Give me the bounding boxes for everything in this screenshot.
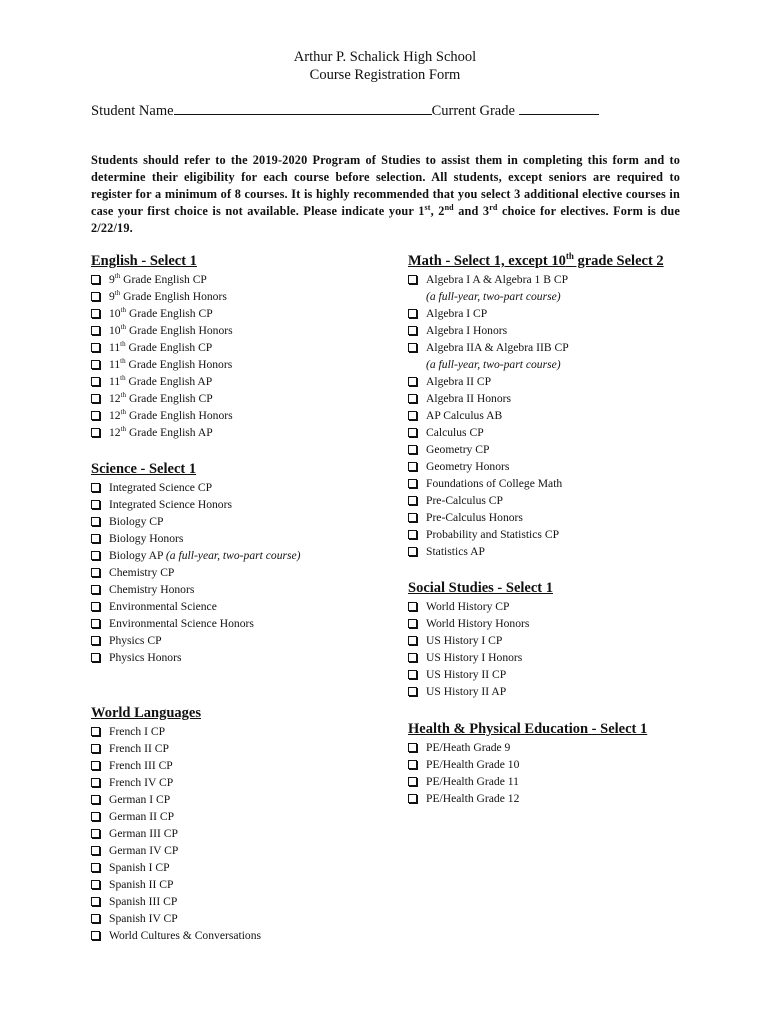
world-languages-section [91,703,261,944]
course-label: Statistics AP [426,545,485,558]
course-option[interactable] [91,424,233,441]
checkbox-icon[interactable] [91,483,100,492]
course-label: US History II AP [426,685,507,698]
math-section [408,251,664,560]
current-grade-label: Current Grade [431,103,515,119]
checkbox-icon[interactable] [408,394,417,403]
student-info-row [91,101,599,120]
section-title-math: Math - Select 1, except 10th grade Select 2 [408,251,664,269]
course-label: World Cultures & Conversations [109,929,262,942]
course-label: US History I CP [426,634,503,647]
checkbox-icon[interactable] [91,326,100,335]
course-option[interactable] [91,479,301,496]
checkbox-icon[interactable] [91,309,100,318]
course-label: Environmental Science [109,600,217,613]
english-section [91,251,233,441]
checkbox-icon[interactable] [91,517,100,526]
course-label: World History Honors [426,617,530,630]
course-option[interactable] [91,390,233,407]
checkbox-icon[interactable] [91,653,100,662]
course-label: French III CP [109,759,173,772]
checkbox-icon[interactable] [91,846,100,855]
checkbox-icon[interactable] [408,496,417,505]
course-note: (a full-year, two-part course) [426,290,561,303]
course-label: Geometry CP [426,443,490,456]
course-label: French II CP [109,742,169,755]
checkbox-icon[interactable] [408,777,417,786]
checkbox-icon[interactable] [91,829,100,838]
checkbox-icon[interactable] [91,500,100,509]
checkbox-icon[interactable] [408,530,417,539]
course-option[interactable] [408,649,553,666]
science-section [91,459,301,666]
checkbox-icon[interactable] [91,778,100,787]
course-option[interactable] [408,756,647,773]
course-option[interactable] [91,530,301,547]
course-label: 12th Grade English AP [109,425,213,439]
course-option[interactable] [91,740,261,757]
course-option[interactable] [408,390,664,407]
checkbox-icon[interactable] [408,653,417,662]
course-option[interactable] [91,407,233,424]
course-option[interactable] [408,790,647,807]
course-label: Foundations of College Math [426,477,563,490]
course-option[interactable] [91,893,261,910]
checkbox-icon[interactable] [408,377,417,386]
checkbox-icon[interactable] [91,636,100,645]
course-option[interactable] [91,496,301,513]
checkbox-icon[interactable] [91,727,100,736]
course-label: Biology Honors [109,532,184,545]
section-title-social-studies: Social Studies - Select 1 [408,580,553,596]
course-option[interactable] [408,666,553,683]
checkbox-icon[interactable] [408,428,417,437]
course-label: Pre-Calculus Honors [426,511,523,524]
course-label: Environmental Science Honors [109,617,254,630]
course-label: Algebra II Honors [426,392,511,405]
checkbox-icon[interactable] [91,931,100,940]
checkbox-icon[interactable] [91,744,100,753]
course-option[interactable] [408,598,553,615]
course-label: 9th Grade English CP [109,272,207,286]
form-title: Course Registration Form [309,67,461,83]
course-label: Algebra I CP [426,307,488,320]
student-name-label: Student Name [91,103,174,119]
course-option[interactable] [91,598,301,615]
health-pe-course-list [408,739,647,807]
course-label: World History CP [426,600,510,613]
course-label: Chemistry CP [109,566,175,579]
course-label: Algebra I Honors [426,324,508,337]
course-label: Spanish III CP [109,895,178,908]
checkbox-icon[interactable] [408,687,417,696]
course-label: Calculus CP [426,426,484,439]
checkbox-icon[interactable] [408,309,417,318]
course-option[interactable] [91,791,261,808]
course-option[interactable] [91,288,233,305]
course-option[interactable] [408,441,664,458]
section-title-world-languages: World Languages [91,705,201,721]
course-label: French I CP [109,725,166,738]
course-option[interactable] [91,564,301,581]
school-name: Arthur P. Schalick High School [293,49,477,65]
english-course-list [91,271,233,441]
course-option[interactable] [408,458,664,475]
checkbox-icon[interactable] [408,794,417,803]
checkbox-icon[interactable] [91,619,100,628]
checkbox-icon[interactable] [91,411,100,420]
checkbox-icon[interactable] [91,377,100,386]
course-label: 10th Grade English Honors [109,323,233,337]
checkbox-icon[interactable] [408,760,417,769]
course-label: Integrated Science Honors [109,498,232,511]
course-option[interactable] [408,407,664,424]
checkbox-icon[interactable] [408,513,417,522]
course-option[interactable] [91,910,261,927]
checkbox-icon[interactable] [408,636,417,645]
course-label: French IV CP [109,776,174,789]
instructions-paragraph: Students should refer to the 2019-2020 Program of Studies to assist them in completing this form and to determine their eligibility for each course before selection. All students, except seniors are required to register for a minimum of 8 courses. It is highly recommended that you select 3 additional elective courses in case your first choice is not available. Please indicate your 1st, 2nd and 3rd choice for electives. Form is due 2/22/19. [91,153,680,235]
course-option[interactable] [408,509,664,526]
course-option[interactable] [91,825,261,842]
course-label: Integrated Science CP [109,481,213,494]
course-option[interactable] [91,356,233,373]
checkbox-icon[interactable] [91,863,100,872]
form-header [0,48,770,84]
course-option[interactable] [91,774,261,791]
course-label: German I CP [109,793,171,806]
course-label: PE/Health Grade 11 [426,775,519,788]
course-option[interactable] [91,723,261,740]
checkbox-icon[interactable] [91,292,100,301]
course-option[interactable] [91,513,301,530]
checkbox-icon[interactable] [91,343,100,352]
health-pe-section [408,719,647,807]
course-option[interactable] [91,757,261,774]
course-note: (a full-year, two-part course) [426,358,561,371]
checkbox-icon[interactable] [91,551,100,560]
checkbox-icon[interactable] [91,795,100,804]
checkbox-icon[interactable] [408,462,417,471]
course-label: Algebra I A & Algebra 1 B CP [426,273,569,286]
checkbox-icon[interactable] [91,602,100,611]
course-label: 10th Grade English CP [109,306,213,320]
course-option[interactable] [408,305,664,322]
checkbox-icon[interactable] [408,275,417,284]
course-option[interactable] [408,615,553,632]
course-option[interactable] [408,339,664,356]
course-option[interactable] [91,649,301,666]
course-option[interactable] [408,322,664,339]
course-option[interactable] [91,271,233,288]
course-option[interactable] [408,773,647,790]
course-label: Biology AP (a full-year, two-part course) [109,549,301,562]
course-label: German III CP [109,827,178,840]
course-label: Probability and Statistics CP [426,528,560,541]
course-label: Spanish I CP [109,861,170,874]
course-label: 12th Grade English Honors [109,408,233,422]
checkbox-icon[interactable] [91,761,100,770]
section-title-science: Science - Select 1 [91,461,197,477]
checkbox-icon[interactable] [91,568,100,577]
course-label: Physics CP [109,634,162,647]
course-option[interactable] [408,424,664,441]
checkbox-icon[interactable] [91,880,100,889]
checkbox-icon[interactable] [91,585,100,594]
current-grade-field[interactable] [519,101,599,115]
course-option[interactable] [91,808,261,825]
course-option[interactable] [408,492,664,509]
checkbox-icon[interactable] [91,914,100,923]
checkbox-icon[interactable] [91,812,100,821]
course-option[interactable] [408,632,553,649]
world-languages-course-list [91,723,261,944]
checkbox-icon[interactable] [91,360,100,369]
course-label: AP Calculus AB [426,409,503,422]
checkbox-icon[interactable] [408,479,417,488]
course-label: Chemistry Honors [109,583,195,596]
course-label: 11th Grade English Honors [109,357,233,371]
course-option[interactable] [408,543,664,560]
course-label: Spanish IV CP [109,912,178,925]
course-option[interactable] [91,581,301,598]
course-label: PE/Health Grade 10 [426,758,520,771]
course-option[interactable] [408,739,647,756]
math-course-list [408,271,664,560]
checkbox-icon[interactable] [408,326,417,335]
course-label: Physics Honors [109,651,182,664]
section-title-health-pe: Health & Physical Education - Select 1 [408,721,648,737]
social-studies-section [408,578,553,700]
course-option[interactable] [408,373,664,390]
science-course-list [91,479,301,666]
checkbox-icon[interactable] [91,275,100,284]
course-option[interactable] [91,876,261,893]
checkbox-icon[interactable] [408,411,417,420]
course-label: US History I Honors [426,651,523,664]
course-option[interactable] [91,547,301,564]
course-option[interactable] [91,339,233,356]
course-option[interactable] [91,305,233,322]
course-label: 12th Grade English CP [109,391,213,405]
course-option[interactable] [91,615,301,632]
checkbox-icon[interactable] [408,547,417,556]
course-option[interactable] [91,373,233,390]
course-label: Geometry Honors [426,460,510,473]
course-option[interactable] [91,632,301,649]
course-option[interactable] [408,526,664,543]
course-option[interactable] [408,271,664,288]
social-studies-course-list [408,598,553,700]
section-title-english: English - Select 1 [91,253,197,269]
course-label: Biology CP [109,515,164,528]
checkbox-icon[interactable] [408,602,417,611]
course-label: PE/Health Grade 12 [426,792,520,805]
course-option[interactable] [91,859,261,876]
course-label: Spanish II CP [109,878,174,891]
checkbox-icon[interactable] [91,428,100,437]
course-option[interactable] [91,322,233,339]
checkbox-icon[interactable] [91,534,100,543]
course-option[interactable] [91,842,261,859]
course-label: Algebra II CP [426,375,492,388]
checkbox-icon[interactable] [91,394,100,403]
course-label: 9th Grade English Honors [109,289,227,303]
course-label: PE/Heath Grade 9 [426,741,511,754]
course-label: US History II CP [426,668,507,681]
checkbox-icon[interactable] [408,743,417,752]
course-label: Pre-Calculus CP [426,494,503,507]
course-label: 11th Grade English AP [109,374,213,388]
checkbox-icon[interactable] [408,343,417,352]
course-label: 11th Grade English CP [109,340,213,354]
checkbox-icon[interactable] [408,445,417,454]
course-option[interactable] [408,683,553,700]
course-option[interactable] [408,475,664,492]
course-label: German IV CP [109,844,179,857]
course-option[interactable] [91,927,261,944]
course-label: German II CP [109,810,175,823]
course-label: Algebra IIA & Algebra IIB CP [426,341,569,354]
checkbox-icon[interactable] [408,670,417,679]
checkbox-icon[interactable] [408,619,417,628]
student-name-field[interactable] [174,101,432,115]
checkbox-icon[interactable] [91,897,100,906]
